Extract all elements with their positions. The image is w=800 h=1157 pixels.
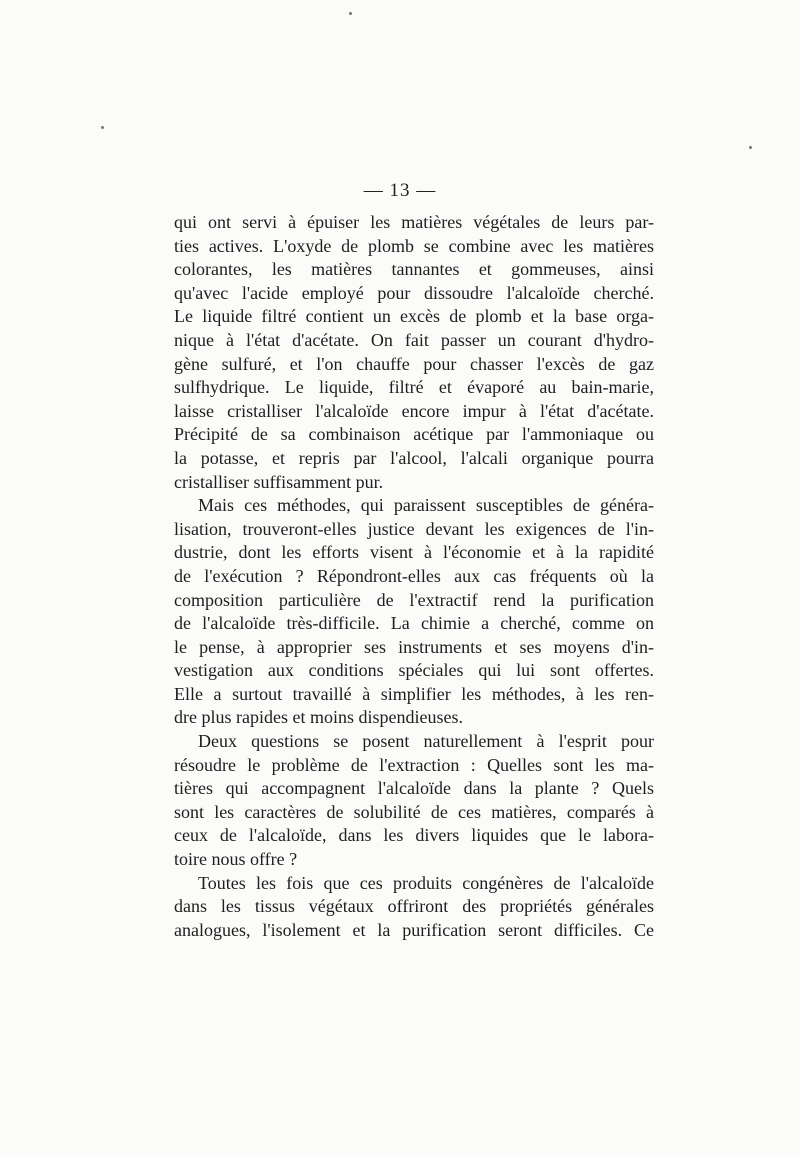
text-line: qu'avec l'acide employé pour dissoudre l'alcaloïde cherché. xyxy=(174,282,654,303)
text-line: colorantes, les matières tannantes et gommeuses, ainsi xyxy=(174,259,654,280)
text-line: le pense, à approprier ses instruments et ses moyens d'in- xyxy=(174,636,654,657)
paragraph-3 xyxy=(174,730,654,872)
text-line: tières qui accompagnent l'alcaloïde dans la plante ? Quels xyxy=(174,778,654,799)
text-line: ties actives. L'oxyde de plomb se combine avec les matières xyxy=(174,235,654,256)
paper-speck xyxy=(749,146,752,149)
text-line: sulfhydrique. Le liquide, filtré et évaporé au bain-marie, xyxy=(174,377,654,398)
text-line: toire nous offre ? xyxy=(174,849,298,870)
text-line: Précipité de sa combinaison acétique par l'ammoniaque ou xyxy=(174,424,654,445)
text-line: de l'alcaloïde très-difficile. La chimie a cherché, comme on xyxy=(174,613,654,634)
text-line: ceux de l'alcaloïde, dans les divers liquides que le labora- xyxy=(174,825,654,846)
text-line: composition particulière de l'extractif rend la purification xyxy=(174,589,654,610)
text-line: Deux questions se posent naturellement à l'esprit pour xyxy=(198,731,654,752)
text-line: dre plus rapides et moins dispendieuses. xyxy=(174,707,463,728)
paper-speck xyxy=(349,12,352,15)
text-line: laisse cristalliser l'alcaloïde encore impur à l'état d'acétate. xyxy=(174,400,654,421)
text-line: lisation, trouveront-elles justice devant les exigences de l'in- xyxy=(174,518,654,539)
text-line: la potasse, et repris par l'alcool, l'alcali organique pourra xyxy=(174,447,654,468)
text-line: Mais ces méthodes, qui paraissent susceptibles de généra- xyxy=(198,495,654,516)
text-line: sont les caractères de solubilité de ces matières, comparés à xyxy=(174,801,654,822)
text-line: vestigation aux conditions spéciales qui lui sont offertes. xyxy=(174,660,654,681)
paragraph-2 xyxy=(174,494,654,730)
text-line: analogues, l'isolement et la purification seront difficiles. Ce xyxy=(174,919,654,940)
text-line: gène sulfuré, et l'on chauffe pour chasser l'excès de gaz xyxy=(174,353,654,374)
text-line: nique à l'état d'acétate. On fait passer un courant d'hydro- xyxy=(174,329,654,350)
paragraph-1 xyxy=(174,211,654,494)
paper-speck xyxy=(101,126,104,129)
text-line: dans les tissus végétaux offriront des propriétés générales xyxy=(174,896,654,917)
text-line: résoudre le problème de l'extraction : Quelles sont les ma- xyxy=(174,754,654,775)
text-line: Le liquide filtré contient un excès de plomb et la base orga- xyxy=(174,306,654,327)
text-line: dustrie, dont les efforts visent à l'économie et à la rapidité xyxy=(174,542,654,563)
text-line: Elle a surtout travaillé à simplifier les méthodes, à les ren- xyxy=(174,683,654,704)
text-line: de l'exécution ? Répondront-elles aux cas fréquents où la xyxy=(174,565,654,586)
page-number: — 13 — xyxy=(363,180,437,201)
text-line: Toutes les fois que ces produits congénères de l'alcaloïde xyxy=(198,872,654,893)
paragraph-4 xyxy=(174,872,654,943)
text-line: cristalliser suffisamment pur. xyxy=(174,471,384,492)
body-text xyxy=(174,211,654,942)
text-line: qui ont servi à épuiser les matières végétales de leurs par- xyxy=(174,212,654,232)
